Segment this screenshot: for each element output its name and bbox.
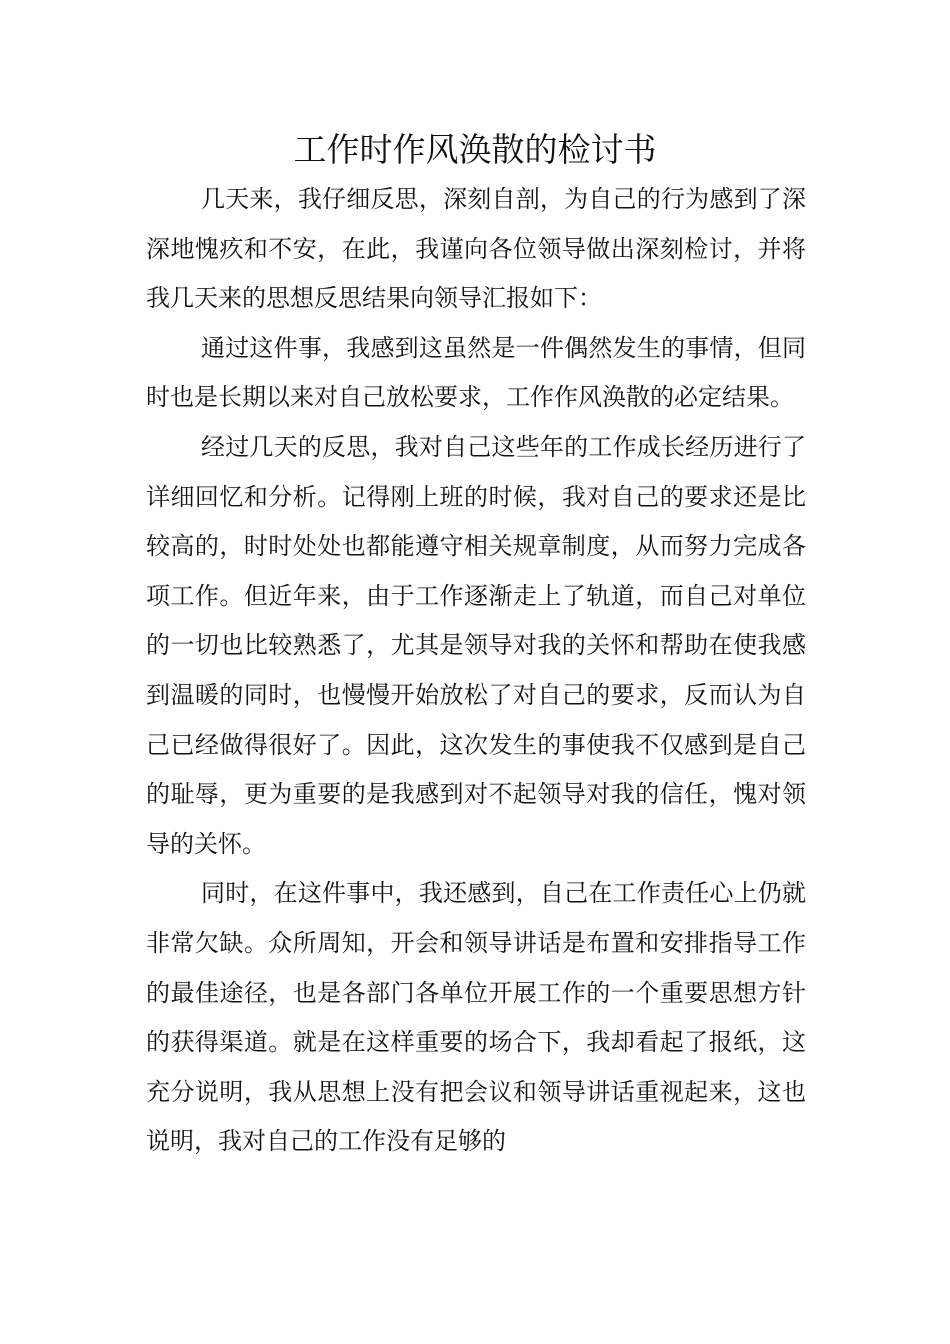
paragraph-4: 同时，在这件事中，我还感到，自己在工作责任心上仍就非常欠缺。众所周知，开会和领导讲话是布置和安排指导工作的最佳途径，也是各部门各单位开展工作的一个重要思想方针的获得渠道。就是在这样重要的场合下，我却看起了报纸，这充分说明，我从思想上没有把会议和领导讲话重视起来，这也说明，我对自己的工作没有足够的 [146, 879, 806, 1156]
document-title: 工作时作风涣散的检讨书 [293, 130, 657, 169]
paragraph-2: 通过这件事，我感到这虽然是一件偶然发生的事情，但同时也是长期以来对自己放松要求，工作作风涣散的必定结果。 [146, 333, 806, 412]
document-body [146, 175, 806, 1167]
paragraph-1: 几天来，我仔细反思，深刻自剖，为自己的行为感到了深深地愧疚和不安，在此，我谨向各位领导做出深刻检讨，并将我几天来的思想反思结果向领导汇报如下： [146, 185, 806, 313]
paragraph-3: 经过几天的反思，我对自己这些年的工作成长经历进行了详细回忆和分析。记得刚上班的时候，我对自己的要求还是比较高的，时时处处也都能遵守相关规章制度，从而努力完成各项工作。但近年来，由于工作逐渐走上了轨道，而自己对单位的一切也比较熟悉了，尤其是领导对我的关怀和帮助在使我感到温暖的同时，也慢慢开始放松了对自己的要求，反而认为自己已经做得很好了。因此，这次发生的事使我不仅感到是自己的耻辱，更为重要的是我感到对不起领导对我的信任，愧对领导的关怀。 [146, 432, 806, 858]
